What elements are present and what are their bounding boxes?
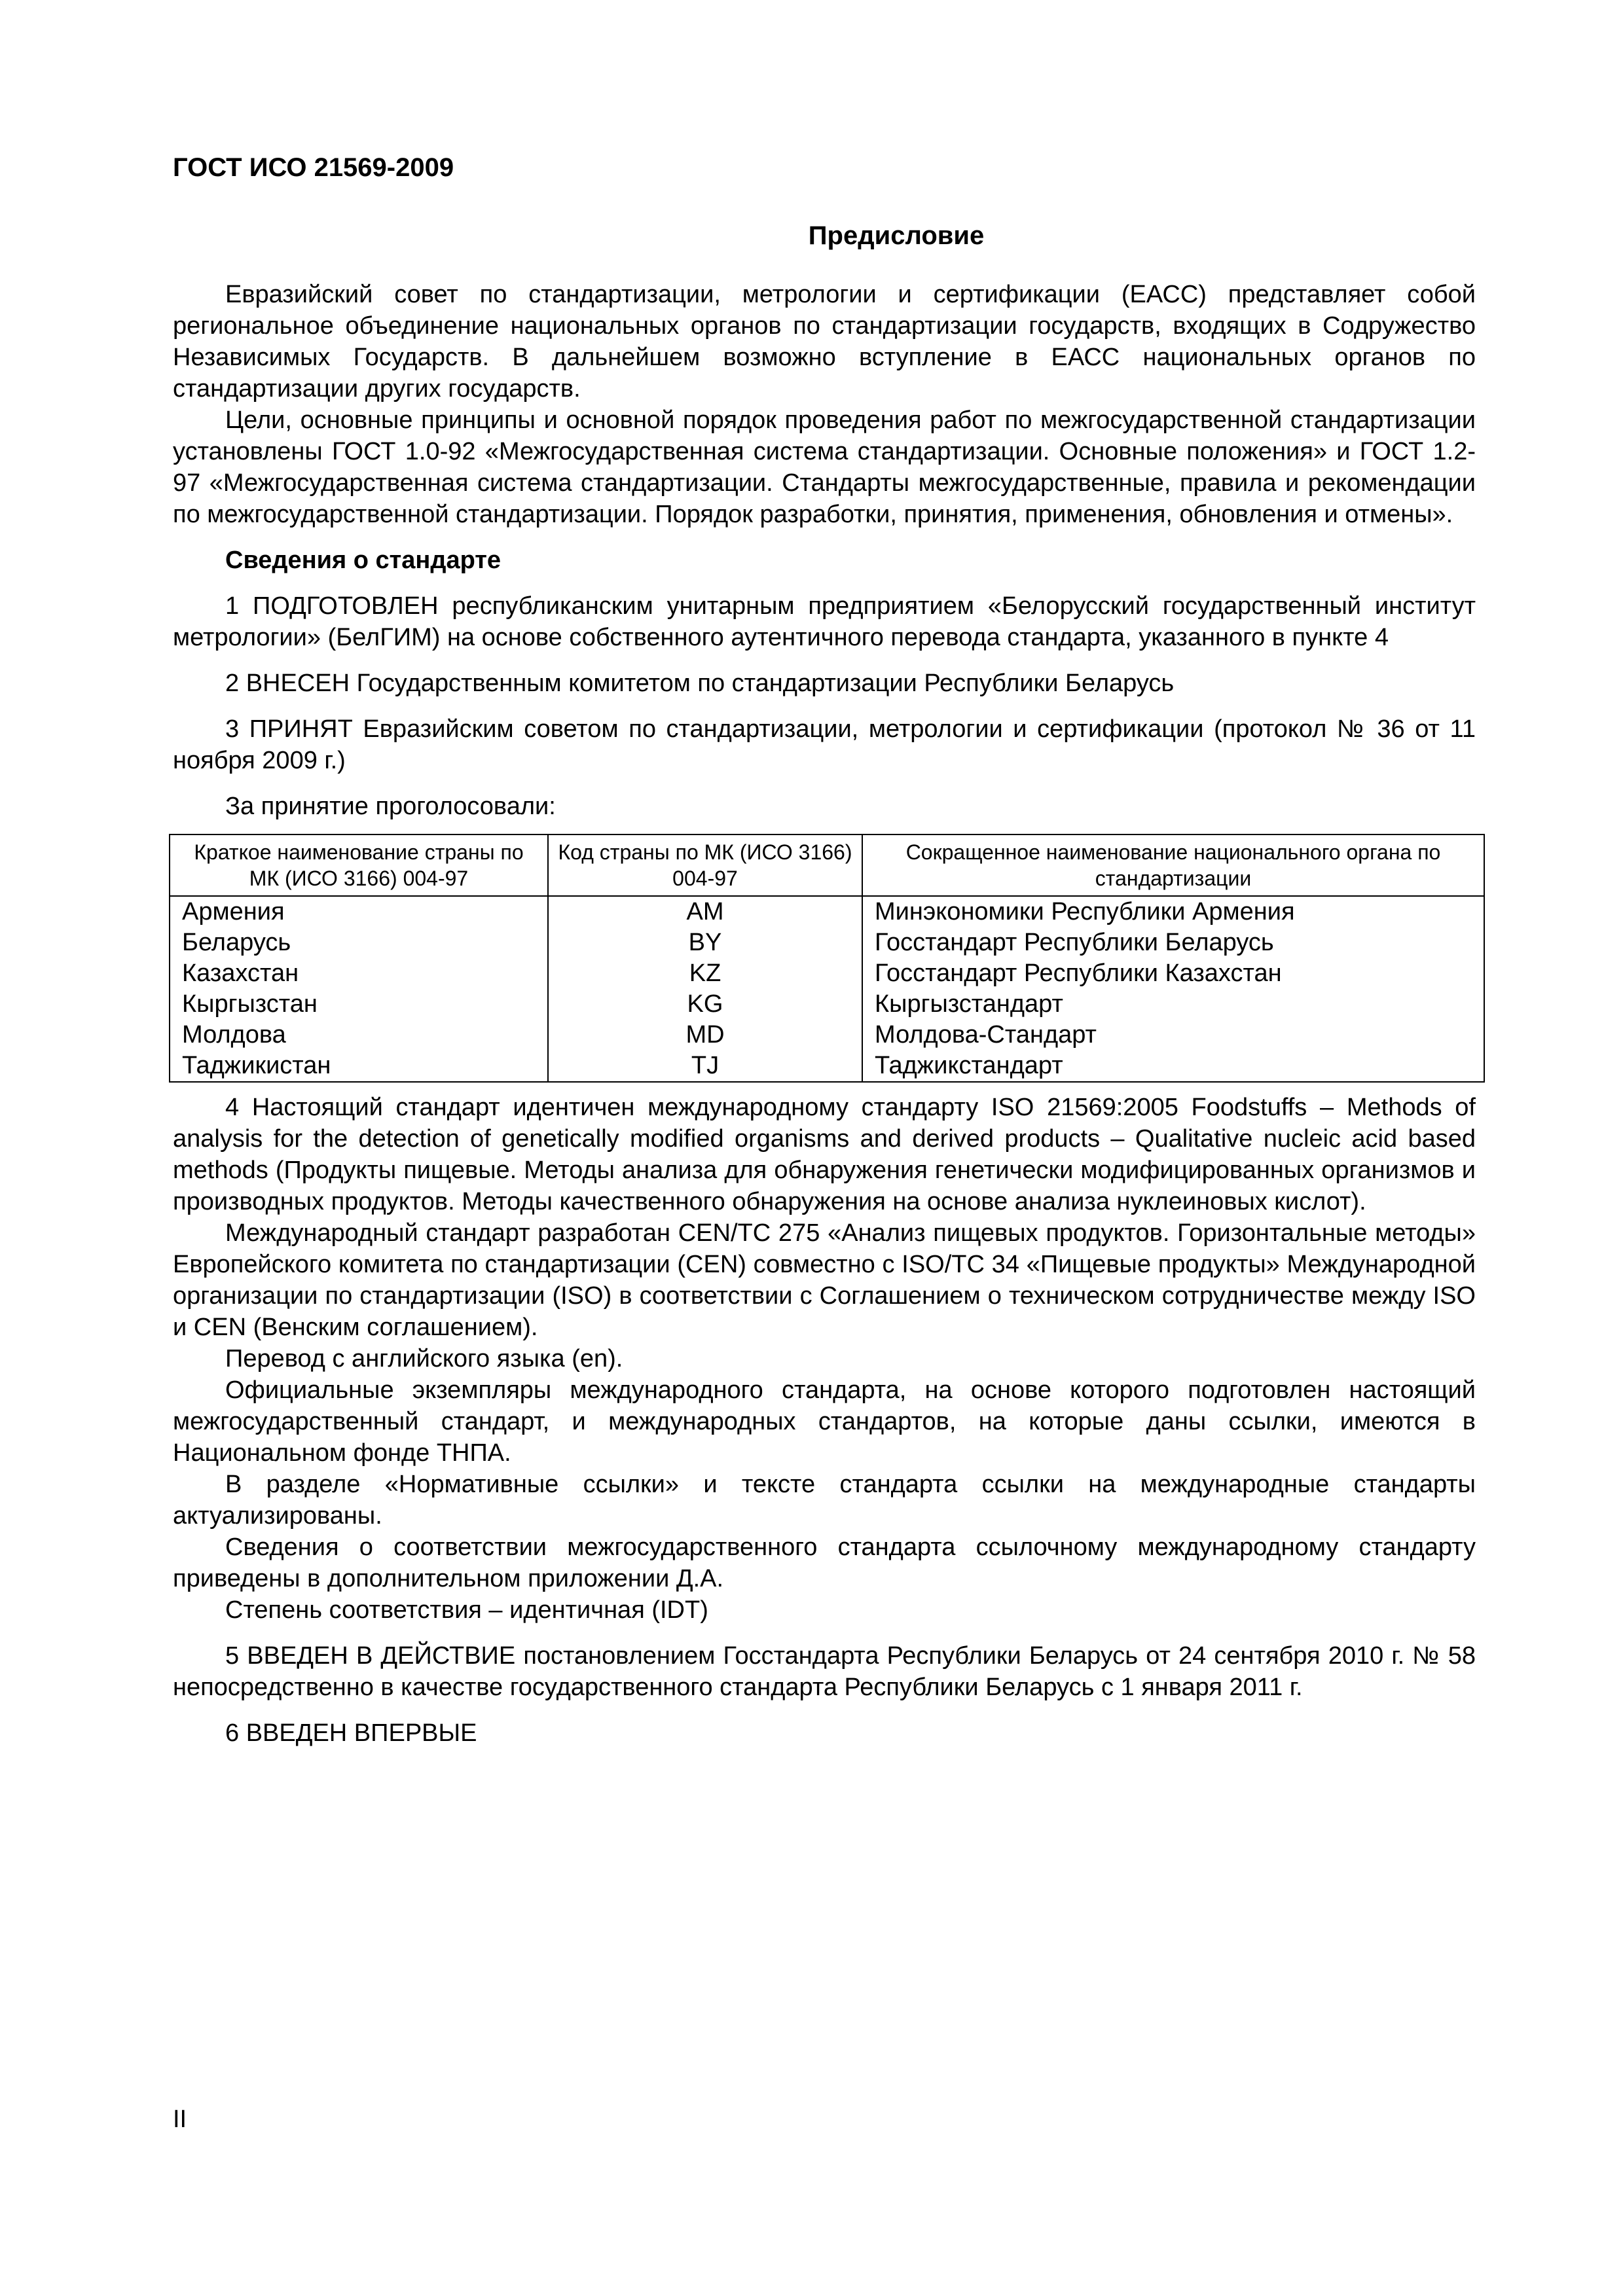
- intro-paragraph-1: Евразийский совет по стандартизации, метрологии и сертификации (ЕАСС) представляет собой региональное объединение национальных органов по стандартизации государств, входящих в Содружество Независимых Государств. В дальнейшем возможно вступление в ЕАСС национальных органов по стандартизации других государств.: [173, 281, 1476, 403]
- header-country-name: Краткое наименование страны по МК (ИСО 3166) 004-97: [170, 834, 548, 896]
- document-code: ГОСТ ИСО 21569-2009: [173, 153, 454, 182]
- country-name-cell: Молдова: [170, 1020, 548, 1050]
- header-standards-body: Сокращенное наименование национального органа по стандартизации: [862, 834, 1484, 896]
- item-6-paragraph: 6 ВВЕДЕН ВПЕРВЫЕ: [225, 1719, 477, 1747]
- page-title: Предисловие: [808, 221, 985, 250]
- document-page: [173, 151, 1476, 1749]
- table-row: [170, 1020, 1484, 1050]
- standards-body-cell: Минэкономики Республики Армения: [862, 896, 1484, 927]
- country-code-cell: AM: [548, 896, 862, 927]
- table-row: [170, 927, 1484, 958]
- item-4-development-paragraph: Международный стандарт разработан CEN/TC 275 «Анализ пищевых продуктов. Горизонтальные методы» Европейского комитета по стандартизации (CEN) совместно с ISO/TC 34 «Пищевые продукты» Международной организации по стандартизации (ISO) в соответствии с Соглашением о техническом сотрудничестве между ISO и CEN (Венским соглашением).: [173, 1219, 1476, 1341]
- item-4-translation-paragraph: Перевод с английского языка (en).: [225, 1345, 623, 1372]
- country-name-cell: Казахстан: [170, 958, 548, 989]
- item-2-paragraph: 2 ВНЕСЕН Государственным комитетом по стандартизации Республики Беларусь: [225, 670, 1175, 697]
- table-row: [170, 896, 1484, 927]
- item-4-official-copies-paragraph: Официальные экземпляры международного стандарта, на основе которого подготовлен настоящий межгосударственный стандарт, и международных стандартов, на которые даны ссылки, имеются в Национальном фонде ТНПА.: [173, 1376, 1476, 1467]
- item-4-paragraph: 4 Настоящий стандарт идентичен международному стандарту ISO 21569:2005 Foodstuffs – Methods of analysis for the detection of genetically modified organisms and derived products – Qualitative nucleic acid based methods (Продукты пищевые. Методы анализа для обнаружения генетически модифицированных организмов и производных продуктов. Методы качественного обнаружения на основе анализа нуклеиновых кислот).: [173, 1094, 1476, 1215]
- page-number: II: [173, 2106, 187, 2133]
- country-code-cell: BY: [548, 927, 862, 958]
- item-1-paragraph: 1 ПОДГОТОВЛЕН республиканским унитарным предприятием «Белорусский государственный институт метрологии» (БелГИМ) на основе собственного аутентичного перевода стандарта, указанного в пункте 4: [173, 592, 1476, 651]
- country-code-cell: TJ: [548, 1050, 862, 1082]
- country-name-cell: Кыргызстан: [170, 989, 548, 1020]
- country-name-cell: Беларусь: [170, 927, 548, 958]
- item-4-degree-paragraph: Степень соответствия – идентичная (IDT): [225, 1596, 708, 1624]
- table-row: [170, 958, 1484, 989]
- standards-body-cell: Молдова-Стандарт: [862, 1020, 1484, 1050]
- section-subheading: Сведения о стандарте: [225, 547, 501, 574]
- vote-label: За принятие проголосовали:: [225, 793, 556, 820]
- intro-paragraph-2: Цели, основные принципы и основной порядок проведения работ по межгосударственной стандартизации установлены ГОСТ 1.0-92 «Межгосударственная система стандартизации. Основные положения» и ГОСТ 1.2-97 «Межгосударственная система стандартизации. Стандарты межгосударственные, правила и рекомендации по межгосударственной стандартизации. Порядок разработки, принятия, применения, обновления и отмены».: [173, 406, 1476, 528]
- table-header-row: [170, 834, 1484, 896]
- country-code-cell: MD: [548, 1020, 862, 1050]
- standards-body-cell: Госстандарт Республики Казахстан: [862, 958, 1484, 989]
- voting-countries-table: [169, 834, 1485, 1083]
- standards-body-cell: Госстандарт Республики Беларусь: [862, 927, 1484, 958]
- country-code-cell: KZ: [548, 958, 862, 989]
- standards-body-cell: Кыргызстандарт: [862, 989, 1484, 1020]
- country-name-cell: Таджикистан: [170, 1050, 548, 1082]
- table-row: [170, 989, 1484, 1020]
- country-code-cell: KG: [548, 989, 862, 1020]
- table-row: [170, 1050, 1484, 1082]
- item-4-conformity-paragraph: Сведения о соответствии межгосударственного стандарта ссылочному международному стандарту приведены в дополнительном приложении Д.А.: [173, 1534, 1476, 1592]
- header-country-code: Код страны по МК (ИСО 3166) 004-97: [548, 834, 862, 896]
- country-name-cell: Армения: [170, 896, 548, 927]
- standards-body-cell: Таджикстандарт: [862, 1050, 1484, 1082]
- item-3-paragraph: 3 ПРИНЯТ Евразийским советом по стандартизации, метрологии и сертификации (протокол № 36 от 11 ноября 2009 г.): [173, 715, 1476, 774]
- item-5-paragraph: 5 ВВЕДЕН В ДЕЙСТВИЕ постановлением Госстандарта Республики Беларусь от 24 сентября 2010 г. № 58 непосредственно в качестве государственного стандарта Республики Беларусь с 1 января 2011 г.: [173, 1642, 1476, 1701]
- item-4-references-paragraph: В разделе «Нормативные ссылки» и тексте стандарта ссылки на международные стандарты актуализированы.: [173, 1471, 1476, 1530]
